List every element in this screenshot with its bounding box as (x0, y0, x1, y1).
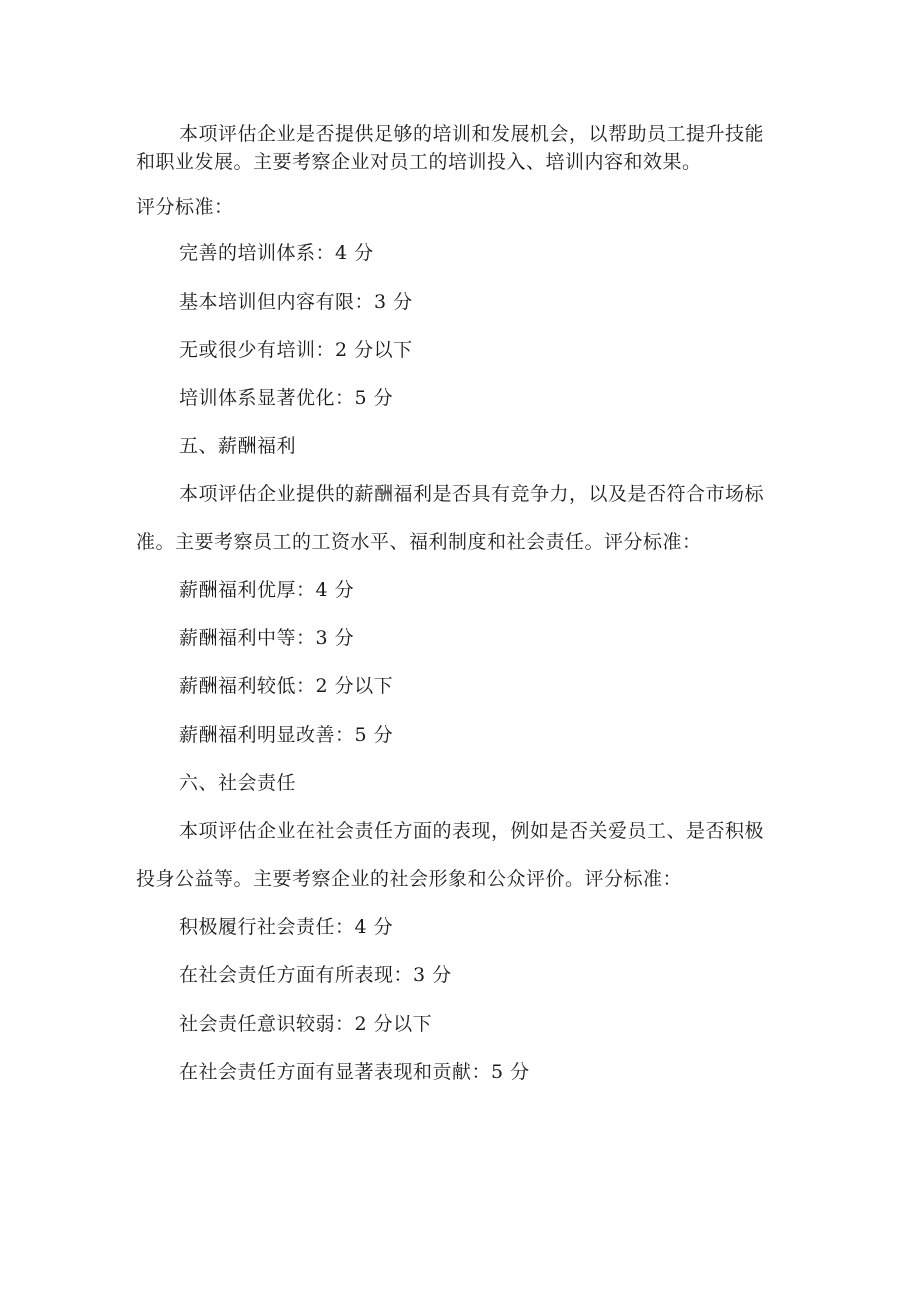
section4-intro-line1: 本项评估企业是否提供足够的培训和发展机会，以帮助员工提升技能 (179, 123, 765, 145)
section5-item: 薪酬福利优厚：4 分 (179, 579, 355, 601)
section4-item: 培训体系显著优化：5 分 (179, 387, 394, 409)
section4-intro-line2: 和职业发展。主要考察企业对员工的培训投入、培训内容和效果。 (136, 151, 702, 173)
section5-item: 薪酬福利较低：2 分以下 (179, 675, 394, 697)
section5-item: 薪酬福利中等：3 分 (179, 627, 355, 649)
section5-item: 薪酬福利明显改善：5 分 (179, 724, 394, 746)
section4-criteria-label: 评分标准： (136, 196, 234, 218)
section4-item: 无或很少有培训：2 分以下 (179, 339, 413, 361)
section6-item: 积极履行社会责任：4 分 (179, 916, 394, 938)
section5-intro-line1: 本项评估企业提供的薪酬福利是否具有竞争力，以及是否符合市场标 (179, 483, 765, 505)
section6-intro-line2: 投身公益等。主要考察企业的社会形象和公众评价。评分标准： (136, 868, 683, 890)
section5-heading: 五、薪酬福利 (179, 435, 297, 457)
section6-item: 在社会责任方面有显著表现和贡献：5 分 (179, 1061, 530, 1083)
section4-item: 基本培训但内容有限：3 分 (179, 291, 413, 313)
section5-intro-line2: 准。主要考察员工的工资水平、福利制度和社会责任。评分标准： (136, 531, 702, 553)
section6-item: 社会责任意识较弱：2 分以下 (179, 1013, 433, 1035)
section6-item: 在社会责任方面有所表现：3 分 (179, 964, 452, 986)
section6-heading: 六、社会责任 (179, 772, 297, 794)
section4-item: 完善的培训体系：4 分 (179, 242, 374, 264)
section6-intro-line1: 本项评估企业在社会责任方面的表现，例如是否关爱员工、是否积极 (179, 820, 765, 842)
